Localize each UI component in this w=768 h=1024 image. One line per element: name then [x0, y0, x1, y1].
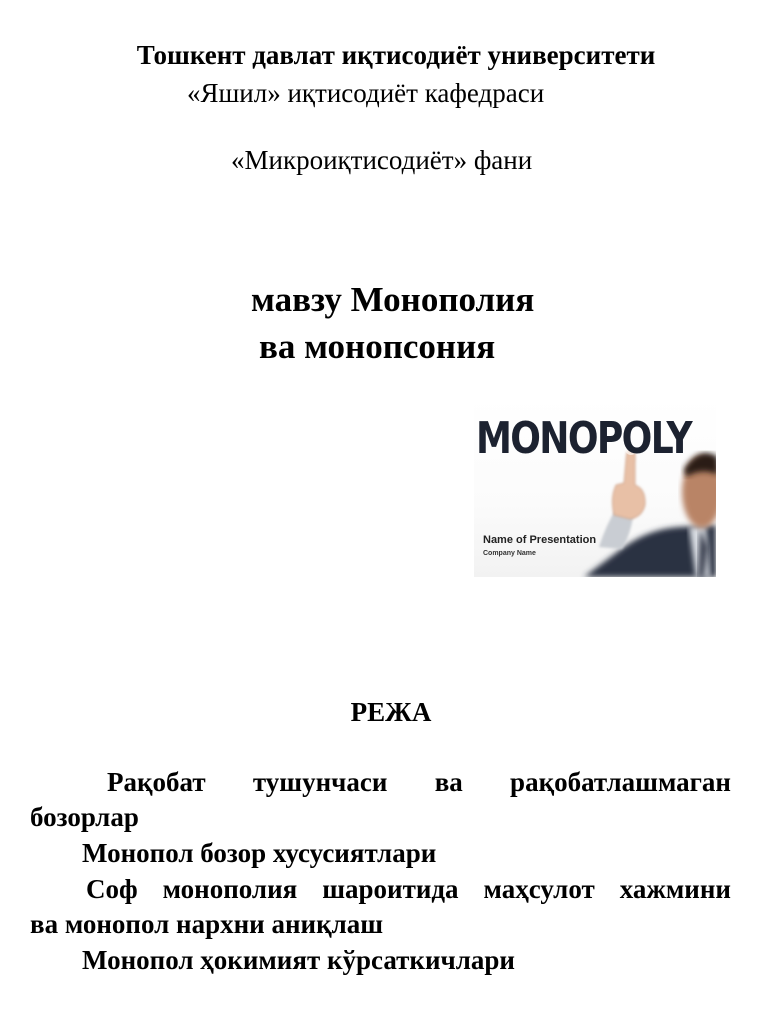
- department-name: «Яшил» иқтисодиёт кафедраси: [187, 78, 545, 108]
- plan-item-1-word: Рақобат: [107, 767, 206, 797]
- plan-item-1-word: рақобатлашмаган: [510, 767, 731, 797]
- topic-title-line2: ва монопсония: [259, 327, 496, 366]
- presentation-name-label: Name of Presentation: [483, 534, 597, 546]
- plan-item-3-word: маҳсулот: [483, 874, 595, 904]
- monopoly-illustration: [474, 397, 716, 577]
- monopoly-headline: MONOPOLY: [476, 413, 691, 464]
- subject-name: «Микроиқтисодиёт» фани: [231, 145, 533, 175]
- plan-item-3-word: хажмини: [619, 874, 731, 904]
- plan-item-1: [107, 767, 731, 798]
- plan-item-1-continuation: бозорлар: [30, 802, 139, 832]
- plan-item-3-continuation: ва монопол нархни аниқлаш: [30, 909, 384, 939]
- plan-item-1-word: тушунчаси: [252, 767, 388, 797]
- plan-item-3: [86, 874, 731, 905]
- plan-item-2: Монопол бозор хусусиятлари: [82, 838, 437, 868]
- company-name-label: Company Name: [483, 550, 536, 557]
- plan-item-3-word: монополия: [162, 874, 298, 904]
- plan-item-3-word: Соф: [86, 874, 138, 904]
- plan-item-1-word: ва: [434, 767, 463, 797]
- plan-item-3-word: шароитида: [322, 874, 459, 904]
- plan-heading: РЕЖА: [350, 697, 432, 727]
- university-name: Тошкент давлат иқтисодиёт университети: [136, 40, 656, 70]
- topic-title-line1: мавзу Монополия: [251, 280, 535, 319]
- plan-item-4: Монопол ҳокимият кўрсаткичлари: [82, 945, 515, 975]
